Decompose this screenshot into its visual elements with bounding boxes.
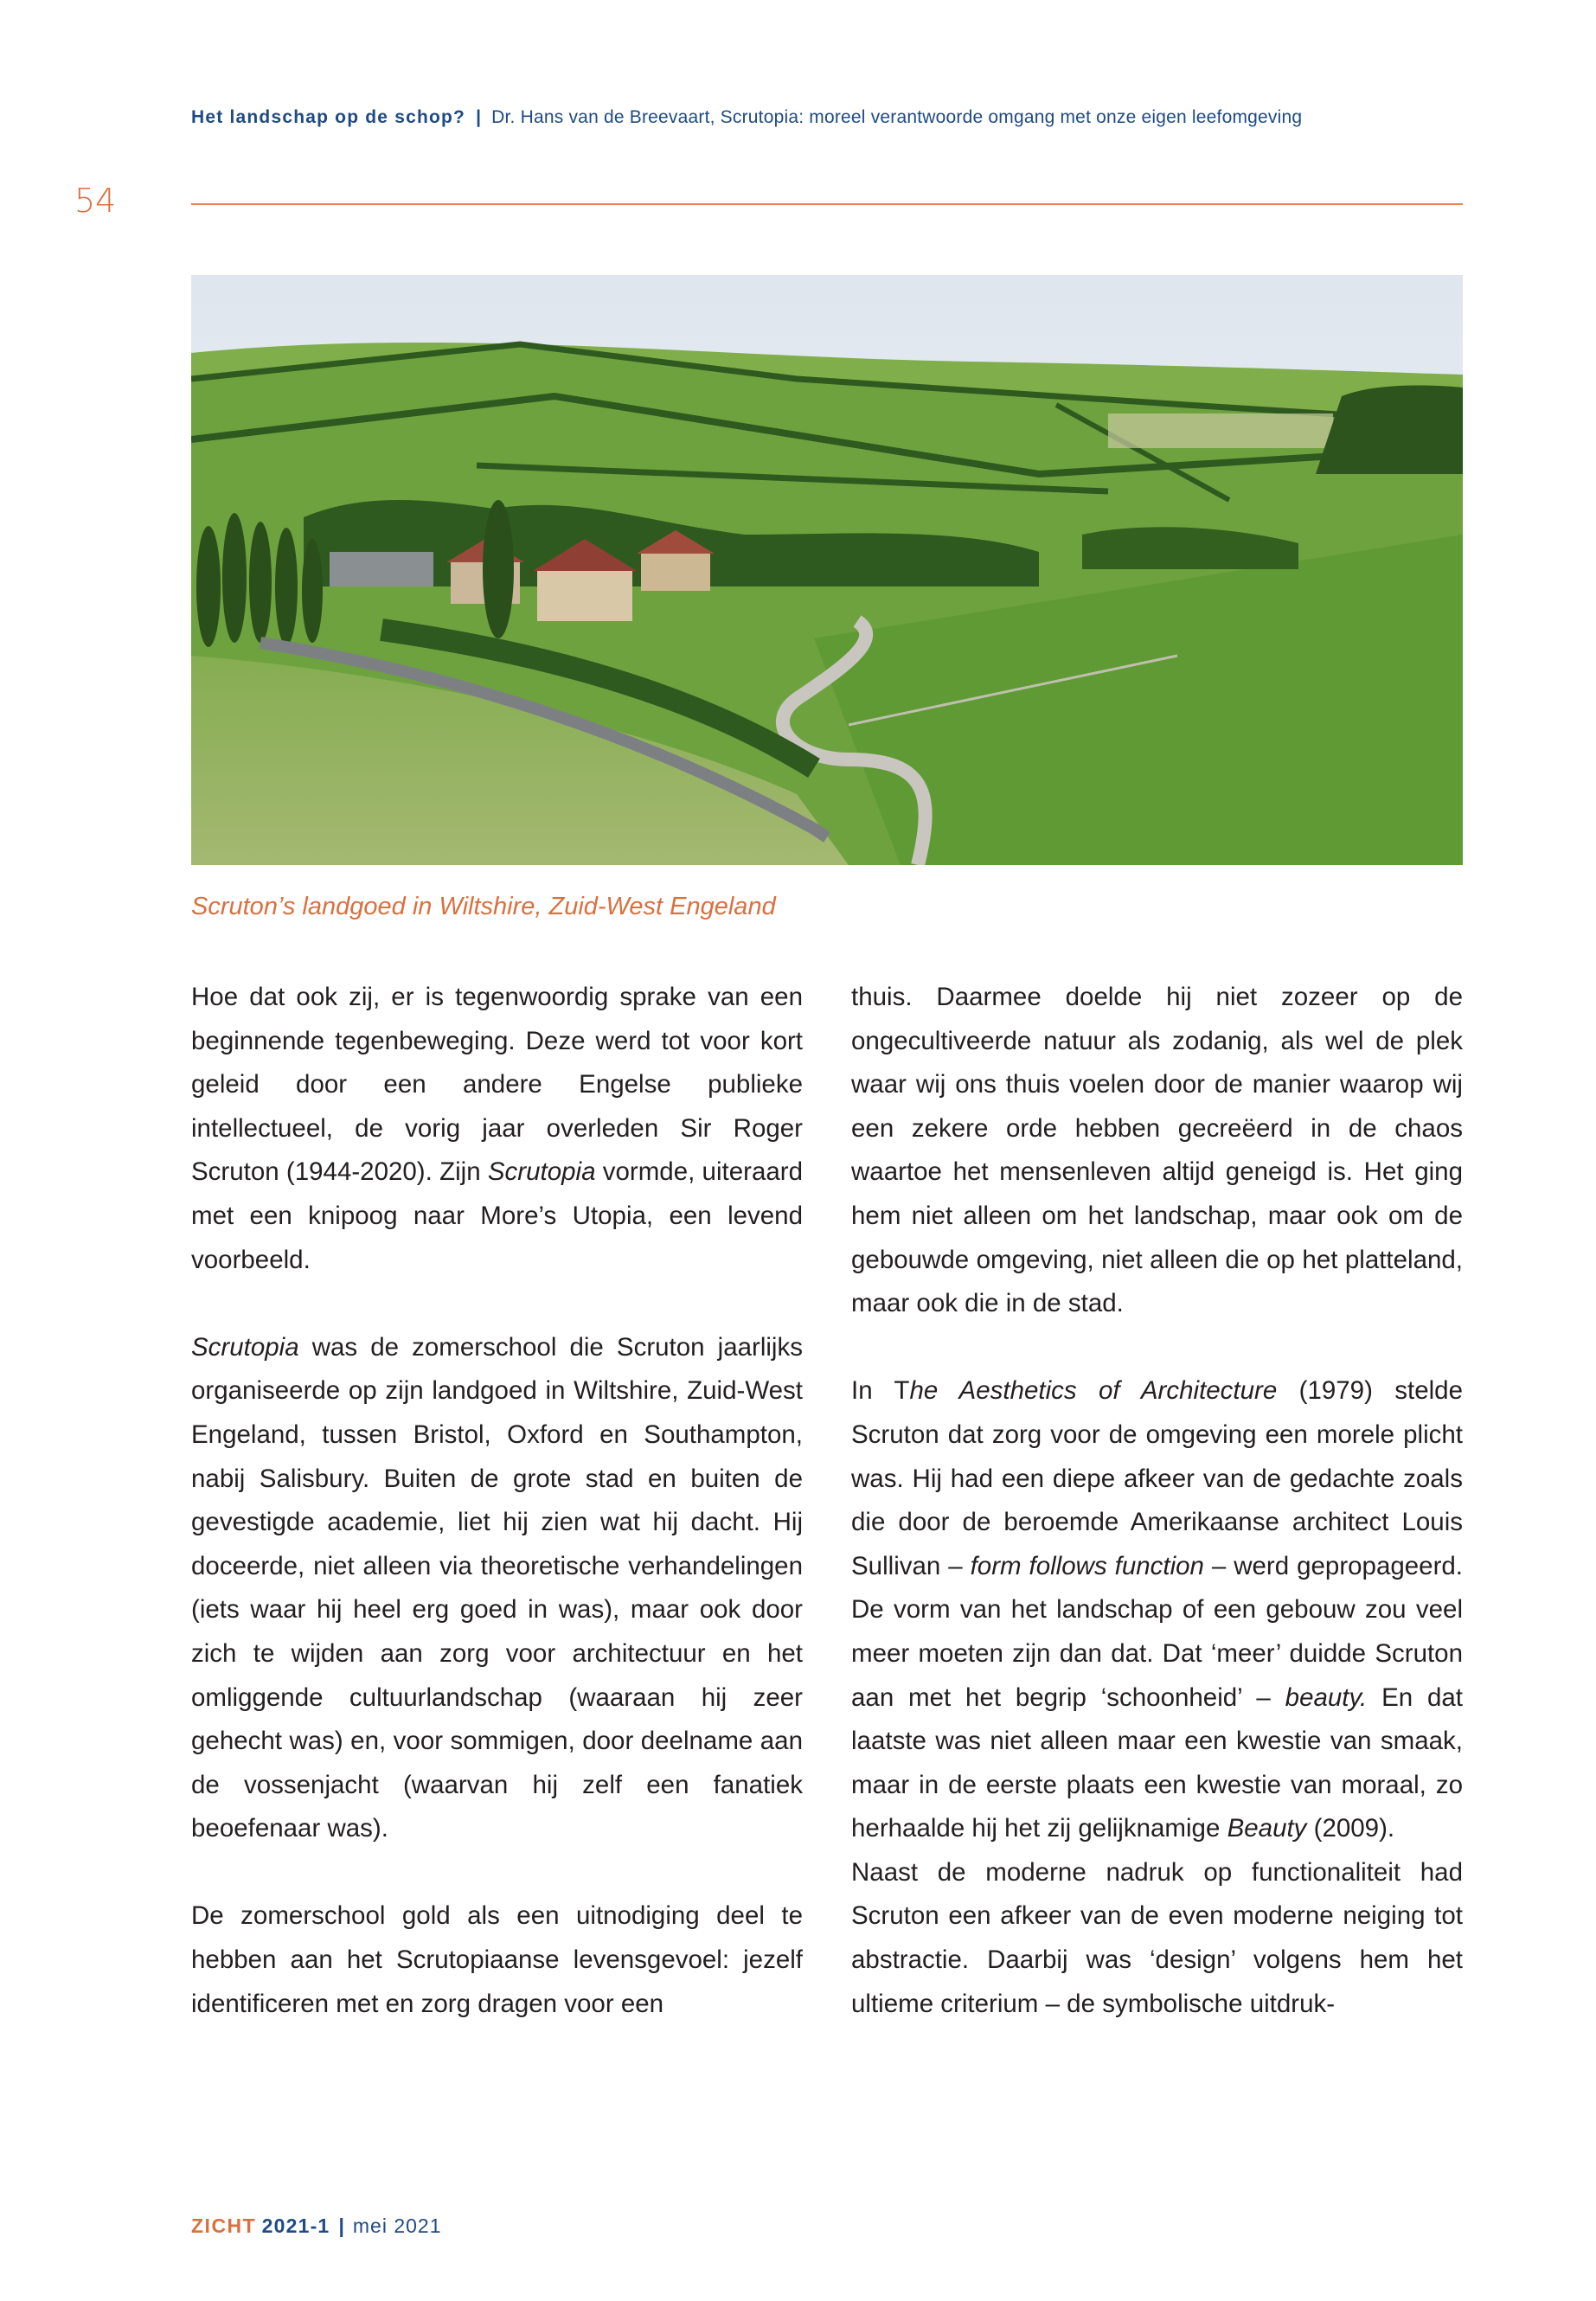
text: was de zomerschool die Scruton jaarlijks organiseerde op zijn landgoed in Wiltshire, Zuid-West Engeland, tussen Bristol, Oxford en Southampton, nabij Salisbury. Buiten de grote stad en buiten de gevestigde academie, liet hij zien wat hij dacht. Hij doceerde, niet alleen via theoretische verhandelingen (iets waar hij heel erg goed in was), maar ook door zich te wijden aan zorg voor architectuur en het omliggende cultuurlandschap (waaraan hij zeer gehecht was) en, voor sommigen, door deelname aan de vossenjacht (waarvan hij zelf een fanatiek beoefenaar was). <box>191 1332 803 1843</box>
footer-issue: 2021-1 <box>261 2214 330 2237</box>
footer-date: mei 2021 <box>352 2214 442 2237</box>
landscape-photo-illustration <box>191 275 1463 865</box>
header-rule <box>191 203 1463 205</box>
text: vormde, uiteraard met een knipoog naar More’s Utopia, een levend voorbeeld. <box>191 1157 803 1274</box>
paragraph: thuis. Daarmee doelde hij niet zozeer op de ongecultiveerde natuur als zodanig, als wel de plek waar wij ons thuis voelen door de manier waarop wij een zekere orde hebben gecreëerd in de chaos waartoe het mensenleven altijd geneigd is. Het ging hem niet alleen om het landschap, maar ook om de gebouwde omgeving, niet alleen die op het platteland, maar ook die in de stad. <box>851 983 1463 1318</box>
right-column <box>851 976 1463 2026</box>
pale-field <box>1108 413 1333 448</box>
photo-caption: Scruton’s landgoed in Wiltshire, Zuid-West Engeland <box>191 893 776 920</box>
paragraph <box>851 1369 1463 1851</box>
text: En dat laatste was niet alleen maar een kwestie van smaak, maar in de eerste plaats een kwestie van moraal, zo herhaalde hij het zij gelijknamige <box>851 1682 1464 1843</box>
italic-title: he Aesthetics of Architecture <box>909 1376 1278 1406</box>
footer-brand: ZICHT <box>191 2214 257 2237</box>
page-footer <box>191 2214 442 2238</box>
header-title: Het landschap op de schop? <box>191 107 466 127</box>
page-number: 54 <box>74 182 117 220</box>
left-column <box>191 976 803 2026</box>
italic-term: beauty. <box>1285 1682 1368 1712</box>
text: (2009). <box>1306 1814 1395 1843</box>
text: – werd gepropageerd. De vorm van het landschap of een gebouw zou veel meer moeten zijn dan dat. Dat ‘meer’ duidde Scruton aan met het begrip ‘schoonheid’ – <box>851 1551 1464 1712</box>
text: Hoe dat ook zij, er is tegenwoordig sprake van een beginnende tegenbeweging. Deze werd tot voor kort geleid door een andere Engelse publieke intellectueel, de vorig jaar overleden Sir Roger Scruton (1944-2020). Zijn <box>191 983 803 1187</box>
header-subtitle: Dr. Hans van de Breevaart, Scrutopia: moreel verantwoorde omgang met onze eigen leefomgeving <box>491 107 1303 127</box>
paragraph: Naast de moderne nadruk op functionaliteit had Scruton een afkeer van de even moderne neiging tot abstractie. Daarbij was ‘design’ volgens hem het ultieme criterium – de symbolische uitdruk- <box>851 1857 1463 2018</box>
italic-term: Scrutopia <box>487 1157 596 1187</box>
paragraph: De zomerschool gold als een uitnodiging deel te hebben aan het Scrutopiaanse levensgevoel: jezelf identificeren met en zorg dragen voor een <box>191 1901 803 2018</box>
paragraph <box>191 976 803 1282</box>
footer-separator: | <box>338 2214 344 2237</box>
text: In T <box>851 1376 910 1406</box>
italic-title: Beauty <box>1227 1814 1307 1843</box>
text: (1979) stelde Scruton dat zorg voor de omgeving een morele plicht was. Hij had een diepe afkeer van de gedachte zoals die door de beroemde Amerikaanse architect Louis Sullivan – <box>851 1376 1463 1580</box>
header-separator: | <box>476 107 482 127</box>
landscape-photo <box>191 275 1463 865</box>
running-header <box>191 107 1463 128</box>
paragraph <box>191 1326 803 1851</box>
italic-term: Scrutopia <box>191 1332 299 1362</box>
italic-term: form follows function <box>970 1551 1204 1580</box>
